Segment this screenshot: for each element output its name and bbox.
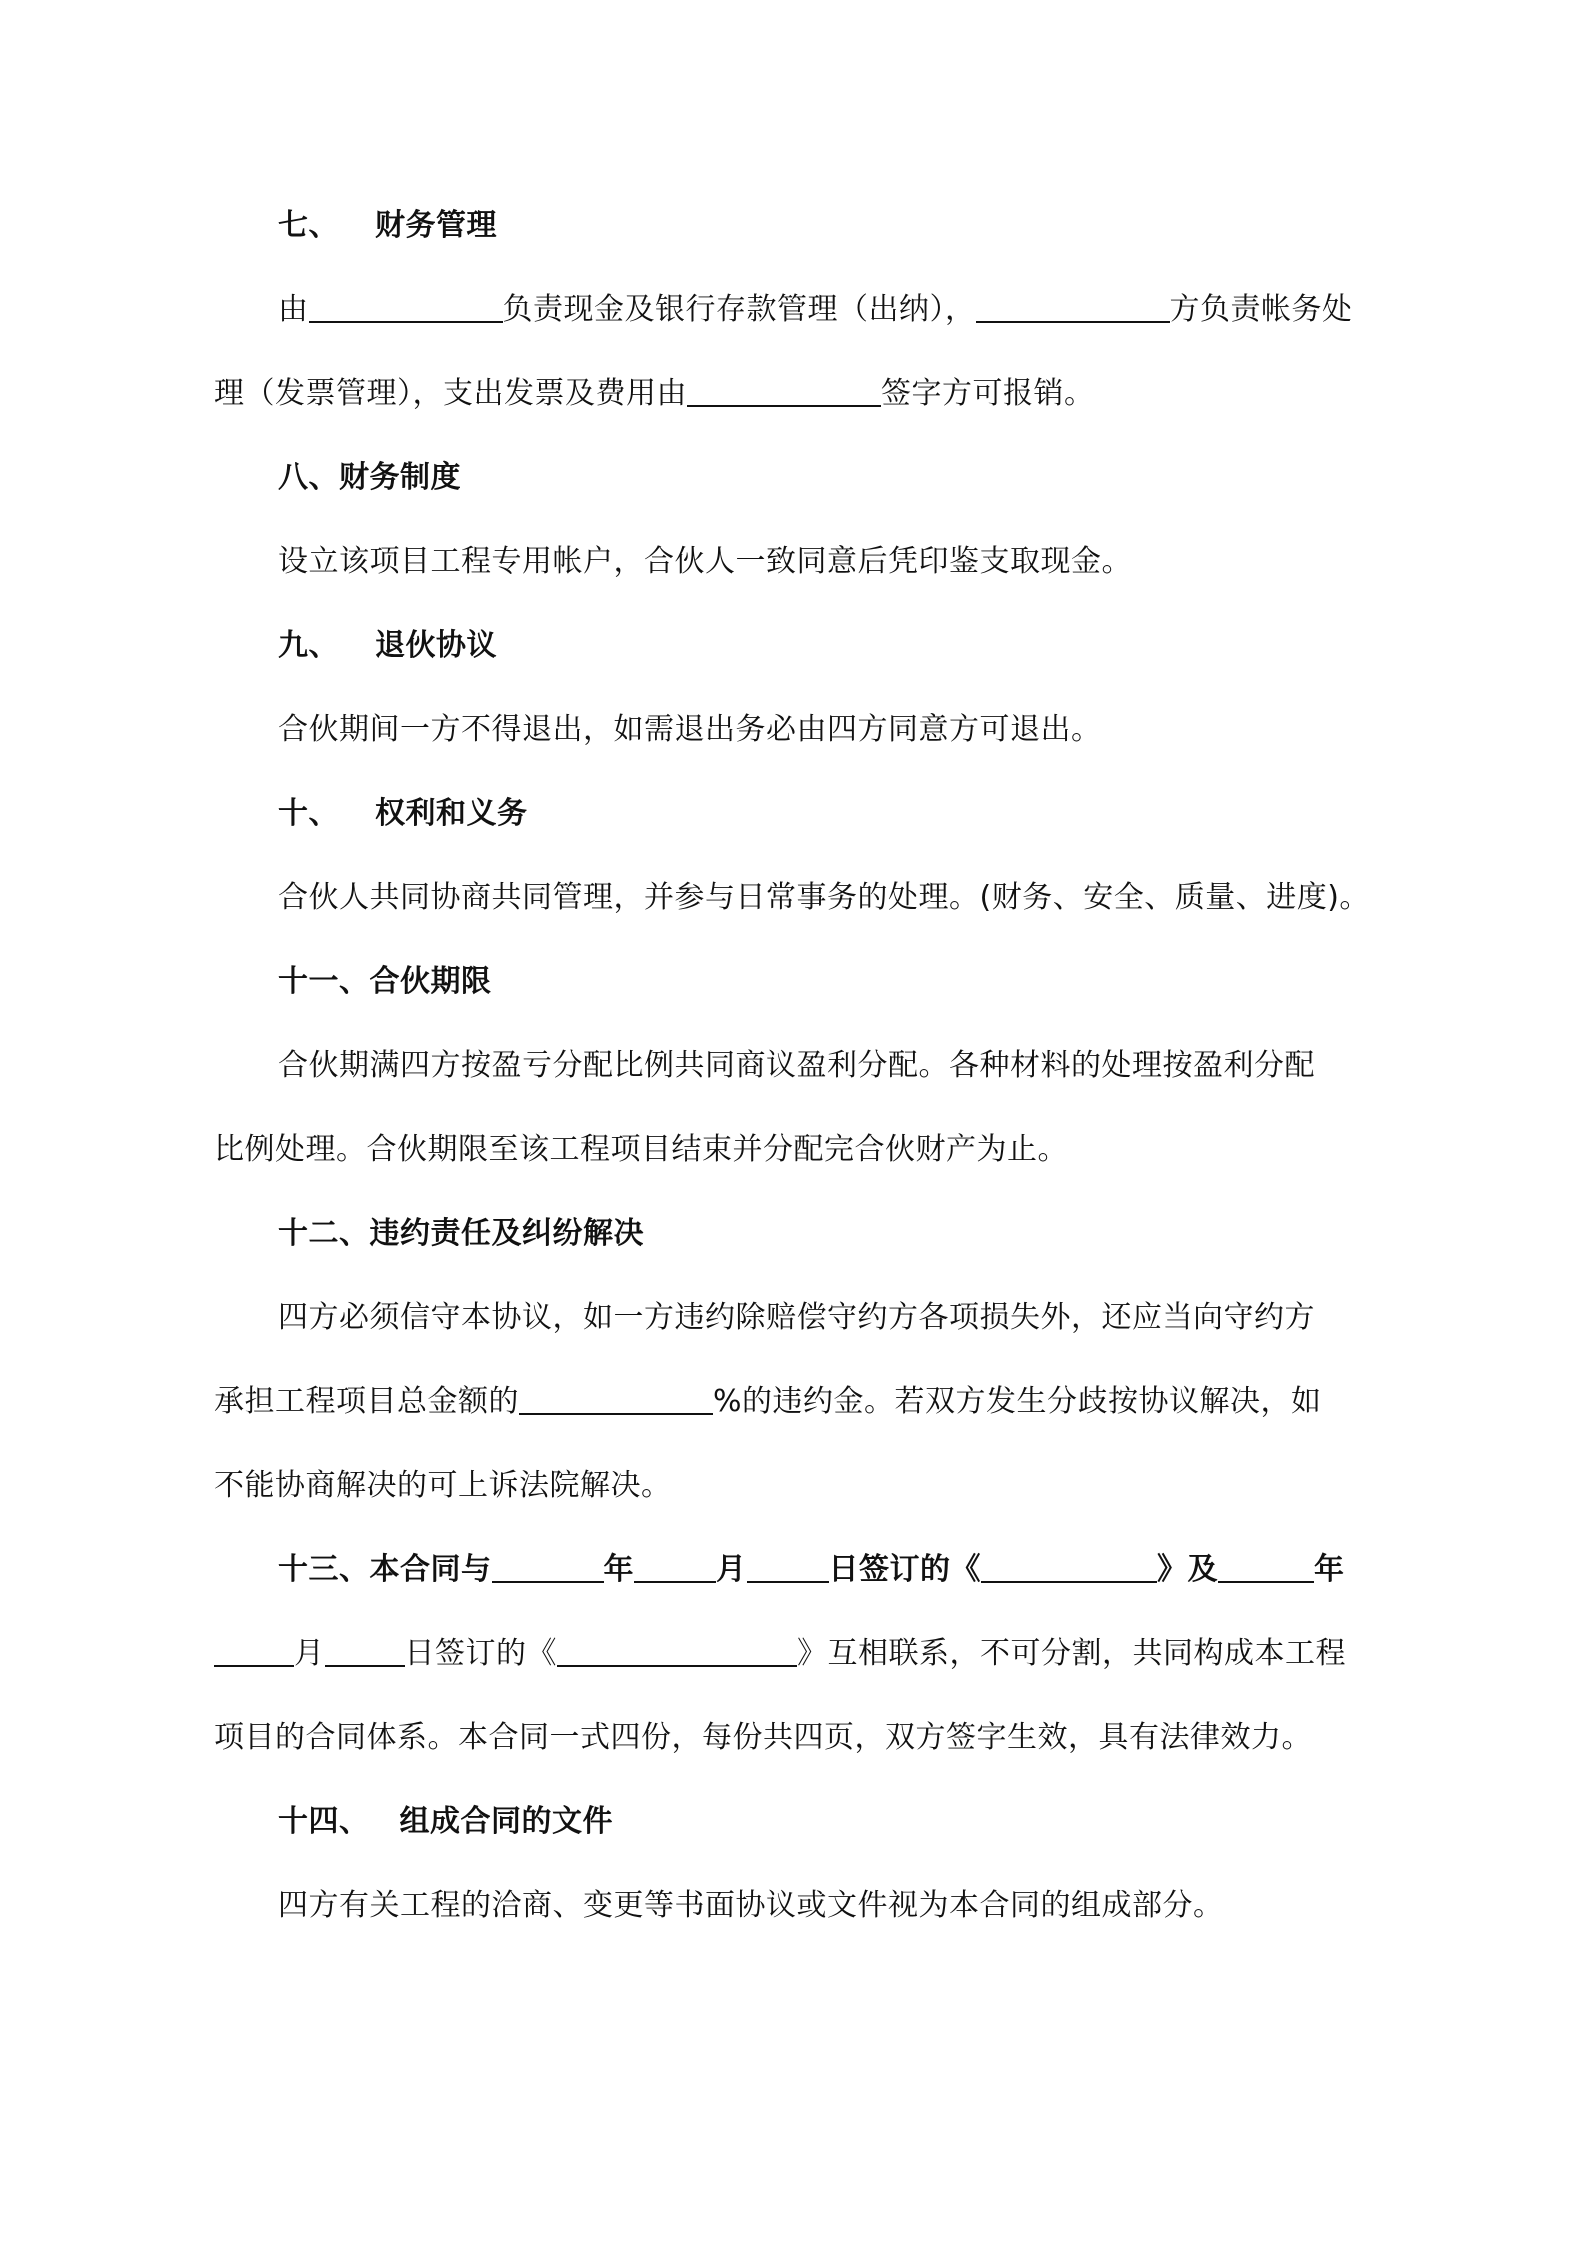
blank-field-month-2	[214, 1635, 294, 1667]
section-14-title: 组成合同的文件	[399, 1804, 613, 1839]
section-11-heading: 十一、合伙期限	[278, 964, 492, 999]
section-14-heading	[278, 1802, 613, 1842]
section-12-paragraph-line-2	[214, 1382, 1322, 1422]
blank-field-cashier	[309, 291, 503, 323]
section-13-line-3: 项目的合同体系。本合同一式四份，每份共四页，双方签字生效，具有法律效力。	[214, 1720, 1312, 1755]
section-9-number: 九、	[278, 628, 339, 663]
section-12-heading: 十二、违约责任及纠纷解决	[278, 1216, 644, 1251]
blank-field-day-1	[747, 1551, 829, 1583]
text-segment: 年	[603, 1552, 634, 1587]
text-segment: 月	[294, 1636, 325, 1671]
blank-field-day-2	[325, 1635, 405, 1667]
text-segment: 承担工程项目总金额的	[214, 1384, 519, 1419]
text-segment: 由	[278, 292, 309, 327]
text-segment: 日签订的《	[828, 1552, 981, 1587]
blank-field-accounting	[976, 291, 1170, 323]
section-10-heading	[278, 794, 528, 834]
section-10-paragraph: 合伙人共同协商共同管理，并参与日常事务的处理。(财务、安全、质量、进度)。	[278, 880, 1370, 915]
text-segment: 十三、本合同与	[278, 1552, 492, 1587]
section-9-paragraph: 合伙期间一方不得退出，如需退出务必由四方同意方可退出。	[278, 712, 1102, 747]
section-9-title: 退伙协议	[375, 628, 497, 663]
section-7-paragraph-line-1	[278, 290, 1353, 330]
text-segment: 日签订的《	[404, 1636, 557, 1671]
text-segment: 月	[716, 1552, 747, 1587]
blank-field-signer	[687, 375, 881, 407]
blank-field-contract-name-2	[557, 1635, 797, 1667]
text-segment: 方负责帐务处	[1169, 292, 1353, 327]
blank-field-contract-name-1	[981, 1551, 1157, 1583]
text-segment: 负责现金及银行存款管理（出纳），	[502, 292, 976, 327]
text-segment: 理（发票管理），支出发票及费用由	[214, 376, 687, 411]
section-7-paragraph-line-2	[214, 374, 1095, 414]
section-14-paragraph: 四方有关工程的洽商、变更等书面协议或文件视为本合同的组成部分。	[278, 1888, 1224, 1923]
section-11-paragraph-line-2: 比例处理。合伙期限至该工程项目结束并分配完合伙财产为止。	[214, 1132, 1068, 1167]
blank-field-month-1	[634, 1551, 716, 1583]
section-13-line-2	[214, 1634, 1346, 1674]
blank-field-year-2	[1218, 1551, 1314, 1583]
section-10-number: 十、	[278, 796, 339, 831]
section-7-number: 七、	[278, 208, 339, 243]
text-segment: 》及	[1157, 1552, 1218, 1587]
section-14-number: 十四、	[278, 1804, 370, 1839]
section-8-heading: 八、财务制度	[278, 460, 461, 495]
section-12-paragraph-line-1: 四方必须信守本协议，如一方违约除赔偿守约方各项损失外，还应当向守约方	[278, 1300, 1315, 1335]
section-9-heading	[278, 626, 497, 666]
blank-field-year-1	[492, 1551, 604, 1583]
section-11-paragraph-line-1: 合伙期满四方按盈亏分配比例共同商议盈利分配。各种材料的处理按盈利分配	[278, 1048, 1315, 1083]
section-12-paragraph-line-3: 不能协商解决的可上诉法院解决。	[214, 1468, 672, 1503]
section-10-title: 权利和义务	[375, 796, 528, 831]
text-segment: 》互相联系，不可分割，共同构成本工程	[797, 1636, 1346, 1671]
text-segment: 年	[1314, 1552, 1345, 1587]
text-segment: 签字方可报销。	[881, 376, 1095, 411]
section-8-paragraph: 设立该项目工程专用帐户，合伙人一致同意后凭印鉴支取现金。	[278, 544, 1132, 579]
text-segment: %的违约金。若双方发生分歧按协议解决，如	[713, 1384, 1322, 1419]
blank-field-penalty-percent	[519, 1383, 713, 1415]
section-13-line-1	[278, 1550, 1345, 1590]
section-7-title: 财务管理	[375, 208, 497, 243]
section-7-heading	[278, 206, 497, 246]
